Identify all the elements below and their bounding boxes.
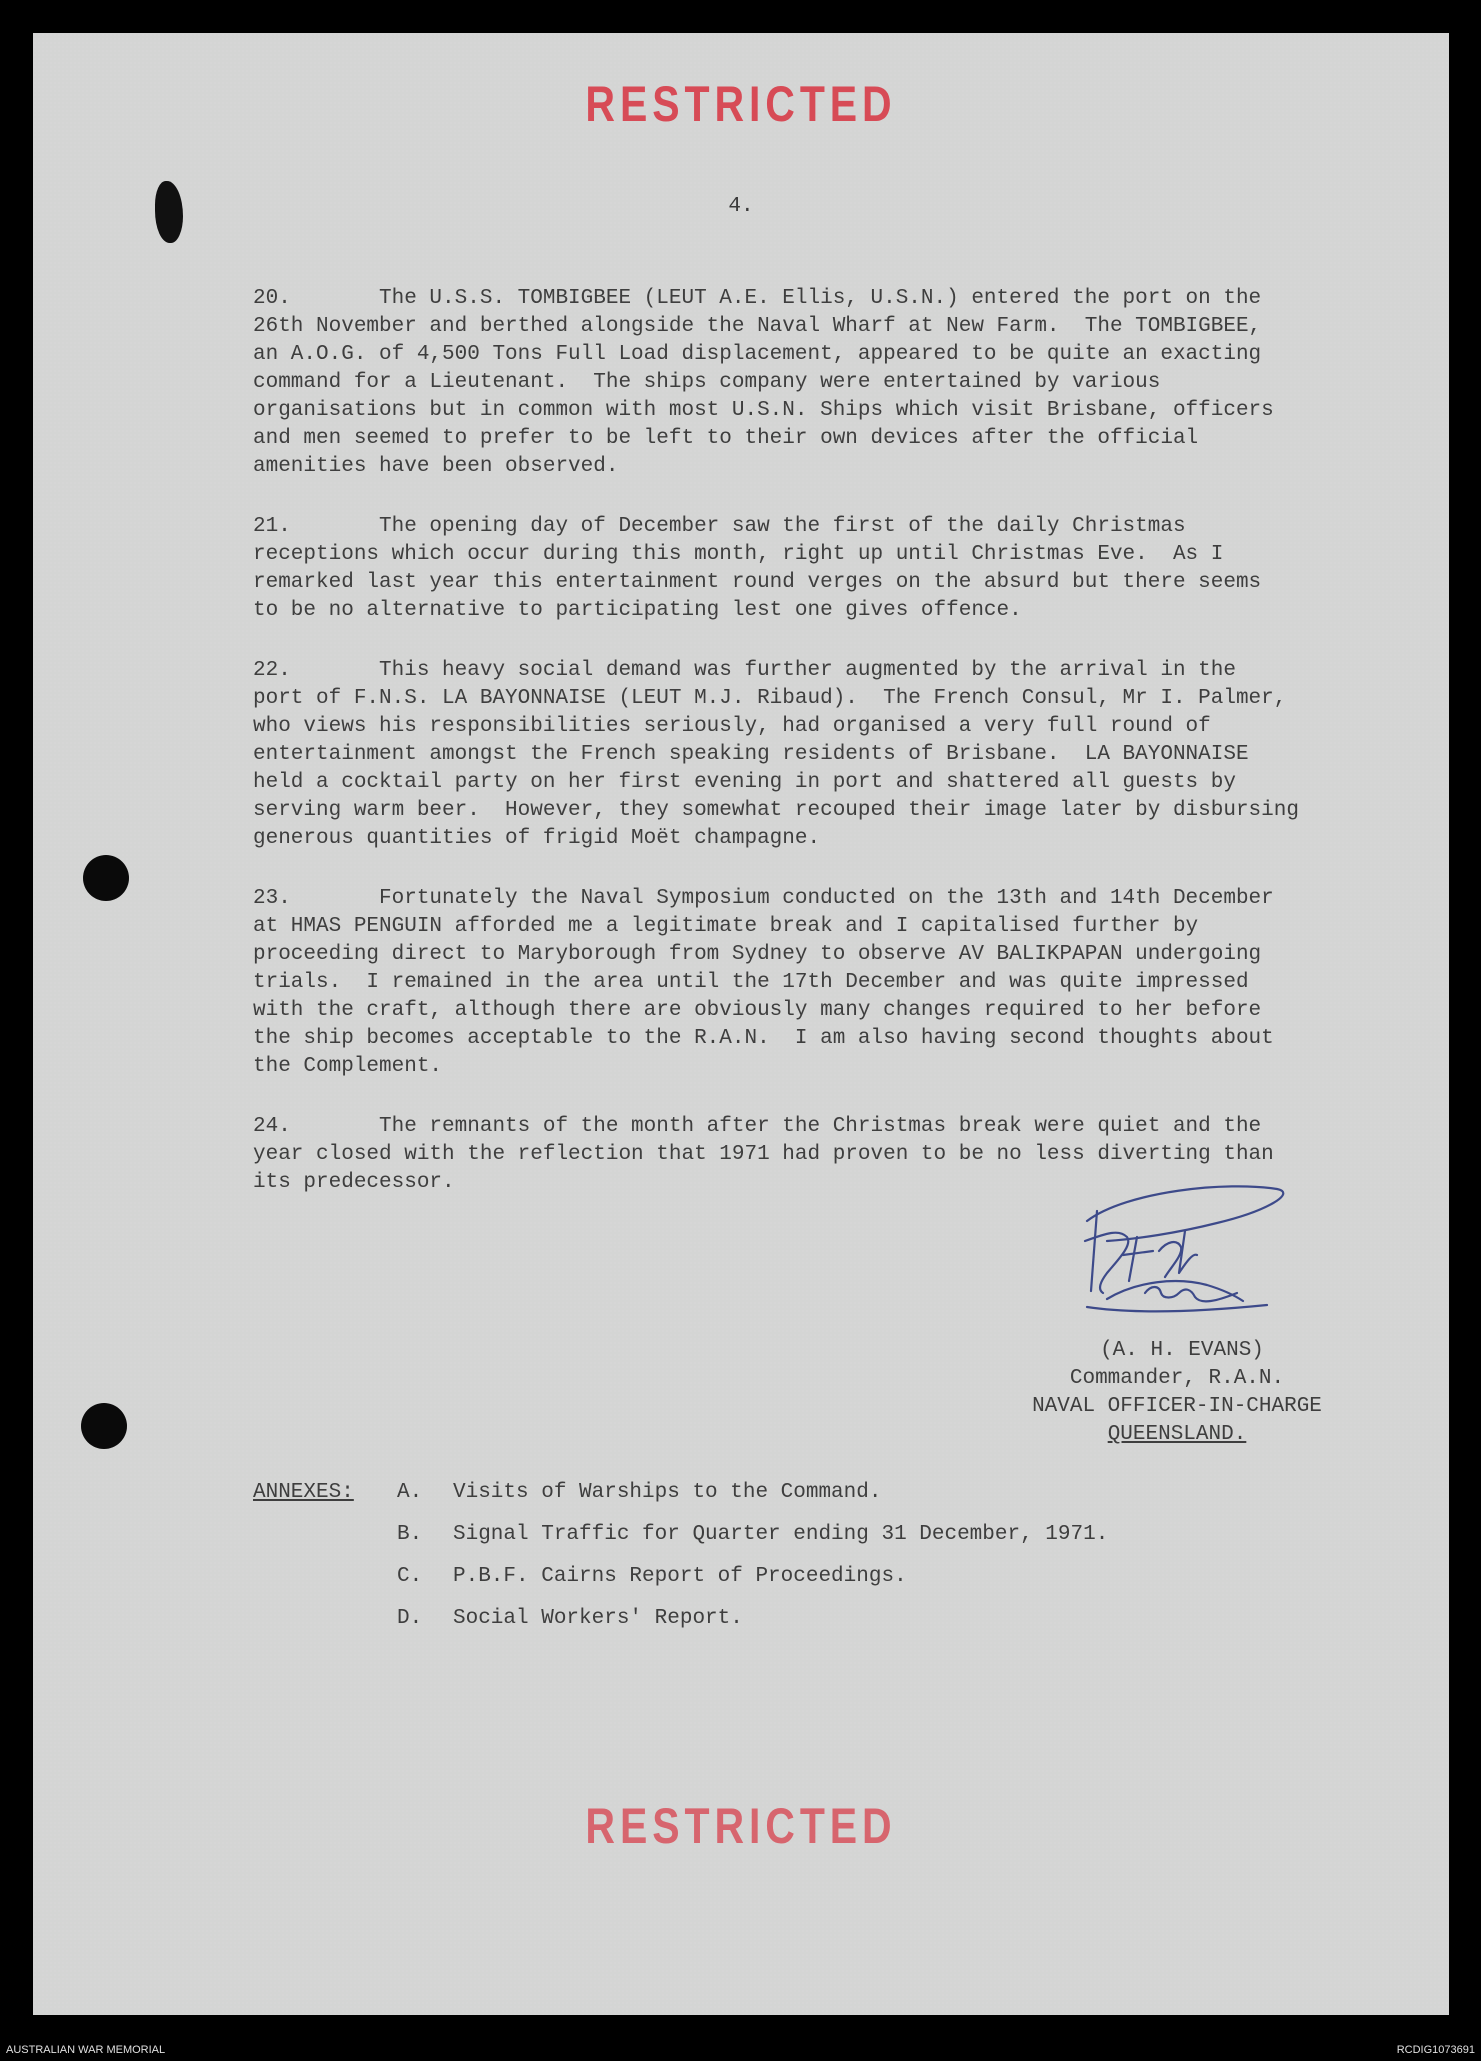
signatory-title: NAVAL OFFICER-IN-CHARGE (1032, 1395, 1322, 1418)
paragraph-20 (253, 285, 1475, 481)
text-line: who views his responsibilities seriously, had organised a very full round of (253, 715, 1211, 738)
text-line: proceeding direct to Maryborough from Sydney to observe AV BALIKPAPAN undergoing (253, 943, 1262, 966)
text-line: port of F.N.S. LA BAYONNAISE (LEUT M.J. Ribaud). The French Consul, Mr I. Palmer, (253, 687, 1287, 710)
archive-reference: RCDIG1073691 (1396, 2044, 1475, 2056)
paragraph-21 (253, 513, 1475, 625)
handwritten-signature (1067, 1181, 1297, 1351)
archive-credit: AUSTRALIAN WAR MEMORIAL (6, 2044, 166, 2056)
text-line: trials. I remained in the area until the 17th December and was quite impressed (253, 971, 1249, 994)
annex-text: Social Workers' Report. (453, 1607, 743, 1630)
text-line: serving warm beer. However, they somewhat recouped their image later by disbursing (253, 799, 1299, 822)
page-number: 4. (728, 195, 754, 218)
signatory-rank: Commander, R.A.N. (1069, 1367, 1285, 1390)
text-line: held a cocktail party on her first evening in port and shattered all guests by (253, 771, 1236, 794)
punch-hole-upper (83, 855, 129, 901)
text-line: receptions which occur during this month, right up until Christmas Eve. As I (253, 543, 1224, 566)
list-item (253, 1523, 1353, 1565)
text-line: generous quantities of frigid Moët champagne. (253, 827, 821, 850)
annex-text: P.B.F. Cairns Report of Proceedings. (453, 1565, 907, 1588)
text-line: 20. The U.S.S. TOMBIGBEE (LEUT A.E. Ellis, U.S.N.) entered the port on the (253, 287, 1262, 310)
text-line: 21. The opening day of December saw the first of the daily Christmas (253, 515, 1186, 538)
annex-letter: C. (397, 1565, 423, 1588)
text-line: and men seemed to prefer to be left to their own devices after the official (253, 427, 1199, 450)
text-line: amenities have been observed. (253, 455, 619, 478)
punch-hole-lower (81, 1403, 127, 1449)
paragraph-23 (253, 885, 1475, 1081)
list-item (253, 1481, 1353, 1523)
annex-letter: A. (397, 1481, 423, 1504)
text-line: the ship becomes acceptable to the R.A.N. I am also having second thoughts about (253, 1027, 1274, 1050)
annex-text: Visits of Warships to the Command. (453, 1481, 882, 1504)
text-line: at HMAS PENGUIN afforded me a legitimate break and I capitalised further by (253, 915, 1199, 938)
text-line: the Complement. (253, 1055, 443, 1078)
text-line: 24. The remnants of the month after the Christmas break were quiet and the (253, 1115, 1262, 1138)
annex-letter: D. (397, 1607, 423, 1630)
restricted-stamp-bottom: RESTRICTED (585, 1798, 897, 1854)
annex-letter: B. (397, 1523, 423, 1546)
list-item (253, 1607, 1353, 1649)
text-line: to be no alternative to participating lest one gives offence. (253, 599, 1022, 622)
list-item (253, 1565, 1353, 1607)
text-line: with the craft, although there are obviously many changes required to her before (253, 999, 1262, 1022)
text-line: 22. This heavy social demand was further augmented by the arrival in the (253, 659, 1236, 682)
text-line: an A.O.G. of 4,500 Tons Full Load displacement, appeared to be quite an exacting (253, 343, 1262, 366)
annexes-heading: ANNEXES: (253, 1481, 354, 1504)
signatory-name: (A. H. EVANS) (1100, 1339, 1264, 1362)
signatory-region: QUEENSLAND. (1107, 1423, 1247, 1446)
text-line: 23. Fortunately the Naval Symposium conducted on the 13th and 14th December (253, 887, 1274, 910)
restricted-stamp-top: RESTRICTED (585, 76, 897, 132)
signature-block (977, 1181, 1377, 1461)
text-line: its predecessor. (253, 1171, 455, 1194)
document-page (33, 33, 1449, 2015)
text-line: command for a Lieutenant. The ships company were entertained by various (253, 371, 1161, 394)
text-line: 26th November and berthed alongside the Naval Wharf at New Farm. The TOMBIGBEE, (253, 315, 1262, 338)
text-line: remarked last year this entertainment round verges on the absurd but there seems (253, 571, 1262, 594)
annexes-list (253, 1481, 1353, 1649)
paragraph-22 (253, 657, 1475, 853)
report-body (253, 285, 1475, 1229)
annex-text: Signal Traffic for Quarter ending 31 December, 1971. (453, 1523, 1109, 1546)
text-line: entertainment amongst the French speaking residents of Brisbane. LA BAYONNAISE (253, 743, 1249, 766)
text-line: year closed with the reflection that 1971 had proven to be no less diverting than (253, 1143, 1274, 1166)
text-line: organisations but in common with most U.S.N. Ships which visit Brisbane, officers (253, 399, 1274, 422)
